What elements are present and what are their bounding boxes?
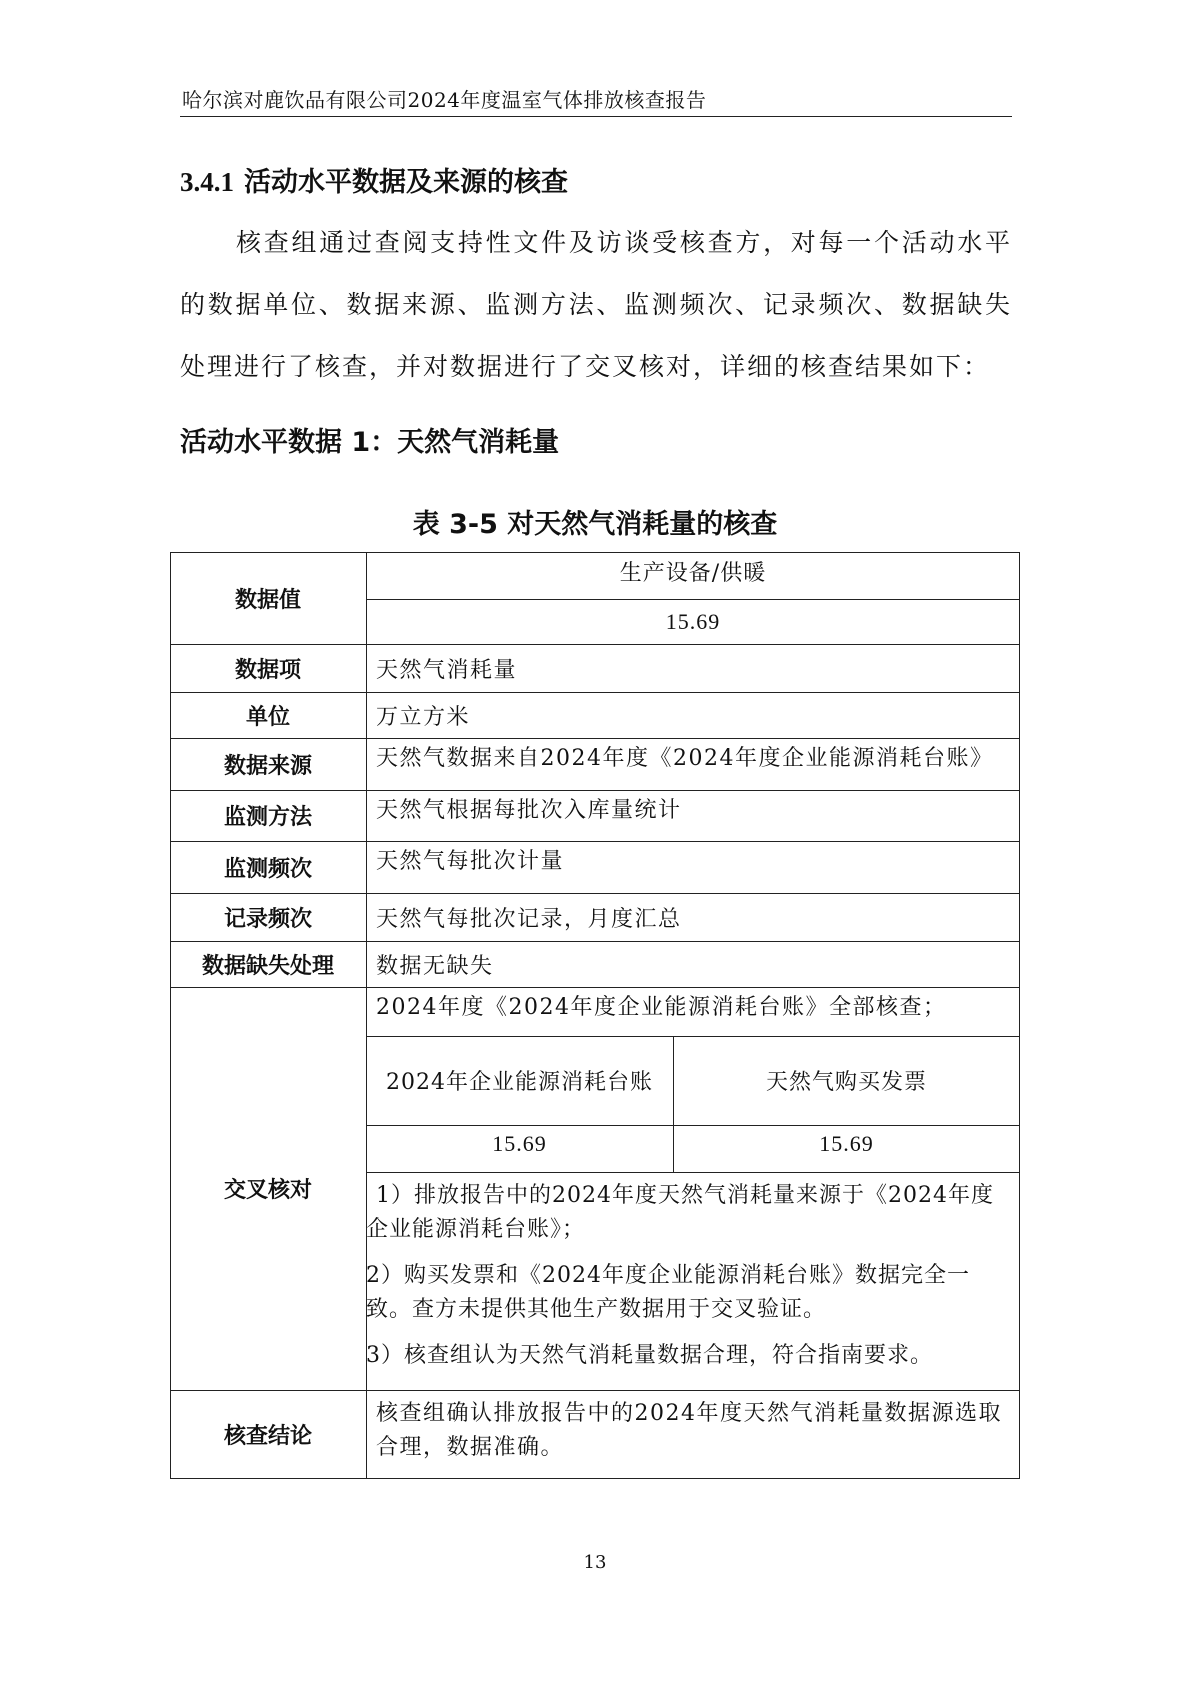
- running-header: 哈尔滨对鹿饮品有限公司2024年度温室气体排放核查报告: [182, 88, 707, 112]
- header-rule: [180, 116, 1012, 117]
- value-unit: 万立方米: [376, 704, 471, 730]
- label-data-item: 数据项: [234, 657, 301, 683]
- cross-check-intro: 2024年度《2024年度企业能源消耗台账》全部核查；: [376, 994, 947, 1020]
- table-border-bottom: [170, 1478, 1020, 1479]
- page-number: 13: [583, 1552, 607, 1573]
- cross-check-note: 1）排放报告中的2024年度天然气消耗量来源于《2024年度企业能源消耗台账》；: [366, 1183, 994, 1242]
- label-missing-data: 数据缺失处理: [201, 953, 334, 979]
- intro-paragraph: 核查组通过查阅支持性文件及访谈受核查方，对每一个活动水平的数据单位、数据来源、监测方法、监测频次、记录频次、数据缺失处理进行了核查，并对数据进行了交叉核对，详细的核查结果如下：: [180, 228, 1012, 381]
- cross-check-col1-header: 2024年企业能源消耗台账: [386, 1070, 653, 1095]
- value-missing-data: 数据无缺失: [376, 953, 494, 979]
- label-monitoring-method: 监测方法: [223, 805, 312, 830]
- table-caption: 表 3-5 对天然气消耗量的核查: [412, 509, 778, 540]
- cross-check-col1-value: 15.69: [492, 1131, 547, 1156]
- cross-check-notes: [366, 1179, 1012, 1385]
- section-title-text: 活动水平数据及来源的核查: [244, 167, 568, 198]
- label-unit: 单位: [245, 704, 290, 730]
- cross-check-note: 2）购买发票和《2024年度企业能源消耗台账》数据完全一致。查方未提供其他生产数据用于交叉验证。: [366, 1263, 970, 1322]
- data-value-category: 生产设备/供暖: [619, 560, 767, 586]
- value-data-source: 天然气数据来自2024年度《2024年度企业能源消耗台账》: [376, 745, 994, 771]
- label-data-source: 数据来源: [223, 753, 312, 779]
- section-number: 3.4.1: [180, 167, 234, 197]
- label-record-frequency: 记录频次: [223, 906, 312, 932]
- label-monitoring-frequency: 监测频次: [223, 856, 312, 882]
- value-monitoring-frequency: 天然气每批次计量: [376, 848, 565, 874]
- row-divider: [366, 1172, 1020, 1173]
- value-data-item: 天然气消耗量: [376, 657, 518, 683]
- label-cross-check: 交叉核对: [223, 1178, 312, 1203]
- cross-check-col2-header: 天然气购买发票: [765, 1070, 927, 1095]
- subheading: 活动水平数据 1：天然气消耗量: [180, 427, 560, 458]
- label-conclusion: 核查结论: [223, 1423, 312, 1449]
- verification-table: [170, 552, 1020, 1479]
- value-conclusion: 核查组确认排放报告中的2024年度天然气消耗量数据源选取合理，数据准确。: [376, 1401, 1002, 1460]
- label-data-value: 数据值: [234, 587, 301, 613]
- section-title: [180, 160, 568, 199]
- cross-check-note: 3）核查组认为天然气消耗量数据合理，符合指南要求。: [366, 1343, 933, 1368]
- value-monitoring-method: 天然气根据每批次入库量统计: [376, 797, 682, 823]
- cross-check-col2-value: 15.69: [819, 1131, 874, 1156]
- value-record-frequency: 天然气每批次记录，月度汇总: [376, 906, 682, 932]
- data-value-number: 15.69: [665, 608, 721, 634]
